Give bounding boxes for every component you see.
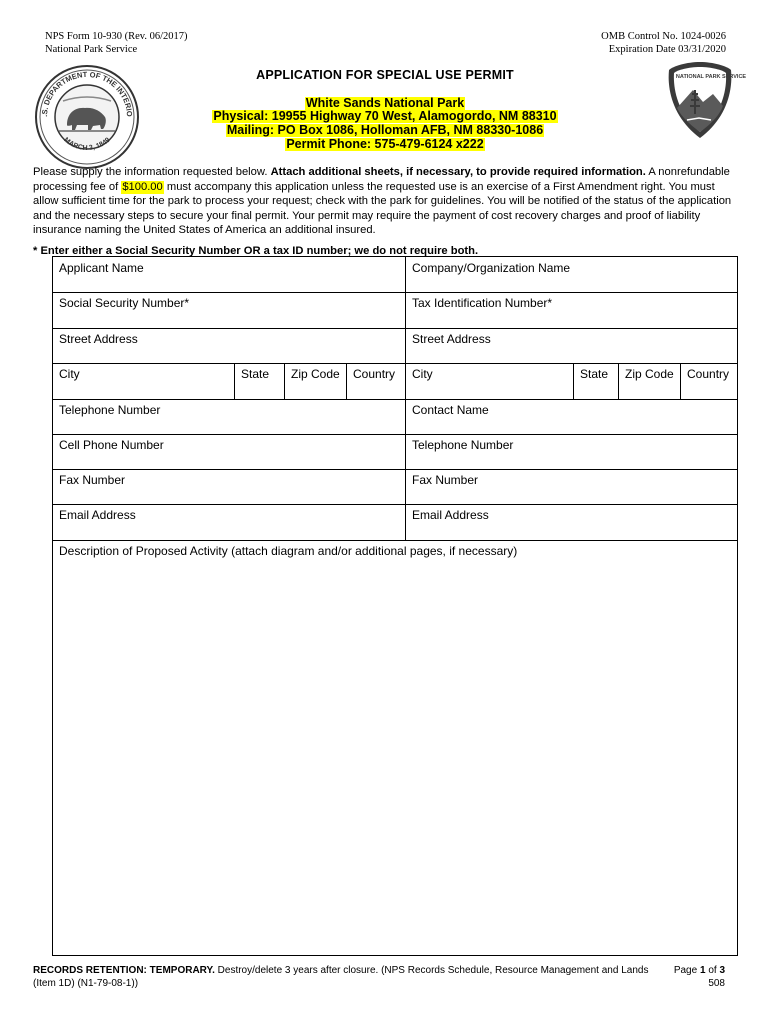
records-retention-note (33, 964, 653, 990)
retention-bold: RECORDS RETENTION: TEMPORARY. (33, 965, 215, 976)
state-left-field[interactable] (234, 363, 284, 399)
intro-text-2: A nonrefundable processing fee of (33, 166, 730, 193)
page-number (674, 964, 725, 977)
seal-text-bottom: MARCH 3, 1849 (62, 136, 112, 153)
page-footer-right (674, 964, 725, 990)
telephone-right-label: Telephone Number (412, 438, 514, 452)
fax-left-field[interactable] (53, 469, 405, 504)
form-number: NPS Form 10-930 (Rev. 06/2017) (45, 31, 188, 42)
permit-phone: Permit Phone: 575-479-6124 x222 (286, 137, 484, 151)
omb-control-number: OMB Control No. 1024-0026 (601, 31, 726, 42)
instructions-paragraph (33, 165, 733, 238)
form-row-phone (53, 399, 737, 435)
form-header-left (45, 30, 188, 56)
page-title: APPLICATION FOR SPECIAL USE PERMIT (256, 68, 514, 82)
email-left-label: Email Address (59, 508, 136, 522)
agency-name: National Park Service (45, 44, 138, 55)
form-row-fax (53, 469, 737, 505)
form-row-city (53, 363, 737, 400)
mailing-address: Mailing: PO Box 1086, Holloman AFB, NM 88330-1086 (226, 123, 544, 137)
page-total: 3 (719, 965, 725, 976)
park-info (150, 96, 620, 152)
fax-right-field[interactable] (405, 469, 737, 504)
state-right-field[interactable] (573, 363, 618, 399)
form-row-street (53, 328, 737, 364)
applicant-name-field[interactable] (53, 257, 405, 292)
seal-text-top: .S. DEPARTMENT OF THE INTERIO (39, 69, 135, 118)
company-name-label: Company/Organization Name (412, 261, 571, 275)
form-header-right (601, 30, 726, 56)
retention-text: Destroy/delete 3 years after closure. (NPS Records Schedule, Resource Management and Lands (Item 1D) (N1-79-08-1)) (33, 965, 649, 989)
telephone-left-field[interactable] (53, 399, 405, 434)
country-left-field[interactable] (346, 363, 405, 399)
form-row-ids (53, 292, 737, 329)
state-left-label: State (241, 367, 270, 381)
state-right-label: State (580, 367, 609, 381)
street-address-right-label: Street Address (412, 332, 491, 346)
city-left-field[interactable] (53, 363, 234, 399)
intro-text-3: must accompany this application unless the requested use is an exercise of a First Amendment right. You must allow sufficient time for the park to process your request; check with the park for guidelines. You will be notified of the status of the application and the necessary steps to secure your final permit. Your permit may require the payment of cost recovery charges and proof of liability insurance naming the United States of America an additional insured. (33, 180, 732, 237)
fax-right-label: Fax Number (412, 473, 479, 487)
form-row-names (53, 257, 737, 293)
description-field[interactable] (53, 540, 737, 955)
street-address-left-field[interactable] (53, 328, 405, 363)
country-left-label: Country (353, 367, 396, 381)
arrowhead-text: NATIONAL PARK SERVICE (675, 74, 747, 80)
tin-field[interactable] (405, 292, 737, 328)
form-row-email (53, 504, 737, 541)
contact-name-field[interactable] (405, 399, 737, 434)
page-current: 1 (699, 965, 706, 976)
processing-fee: $100.00 (122, 180, 163, 193)
cell-phone-label: Cell Phone Number (59, 438, 164, 452)
country-right-label: Country (687, 367, 730, 381)
zip-right-label: Zip Code (625, 367, 674, 381)
ssn-note: * Enter either a Social Security Number OR a tax ID number; we do not require both. (33, 245, 479, 257)
email-left-field[interactable] (53, 504, 405, 540)
park-name: White Sands National Park (305, 96, 465, 110)
application-form (52, 256, 738, 956)
telephone-left-label: Telephone Number (59, 403, 161, 417)
cell-phone-field[interactable] (53, 434, 405, 469)
page-prefix: Page (673, 965, 698, 976)
title-block (150, 68, 620, 152)
form-code: 508 (708, 978, 725, 989)
form-row-cell (53, 434, 737, 470)
city-left-label: City (59, 367, 80, 381)
ssn-field[interactable] (53, 292, 405, 328)
intro-text-1: Please supply the information requested below. (33, 166, 268, 178)
physical-address: Physical: 19955 Highway 70 West, Alamogordo, NM 88310 (213, 109, 557, 123)
description-label: Description of Proposed Activity (attach diagram and/or additional pages, if necessary) (59, 544, 518, 558)
telephone-right-field[interactable] (405, 434, 737, 469)
contact-name-label: Contact Name (412, 403, 489, 417)
ssn-label: Social Security Number* (59, 296, 190, 310)
country-right-field[interactable] (680, 363, 737, 399)
department-of-interior-seal-icon (33, 63, 141, 171)
email-right-label: Email Address (412, 508, 489, 522)
zip-left-field[interactable] (284, 363, 346, 399)
email-right-field[interactable] (405, 504, 737, 540)
tin-label: Tax Identification Number* (412, 296, 553, 310)
company-name-field[interactable] (405, 257, 737, 292)
applicant-name-label: Applicant Name (59, 261, 144, 275)
nps-arrowhead-logo-icon (665, 60, 747, 140)
city-right-field[interactable] (405, 363, 573, 399)
city-right-label: City (412, 367, 433, 381)
intro-bold-text: Attach additional sheets, if necessary, to provide required information. (270, 166, 646, 178)
fax-left-label: Fax Number (59, 473, 126, 487)
expiration-date: Expiration Date 03/31/2020 (608, 44, 726, 55)
street-address-right-field[interactable] (405, 328, 737, 363)
page-of: of (708, 965, 717, 976)
street-address-left-label: Street Address (59, 332, 138, 346)
zip-left-label: Zip Code (291, 367, 340, 381)
zip-right-field[interactable] (618, 363, 680, 399)
